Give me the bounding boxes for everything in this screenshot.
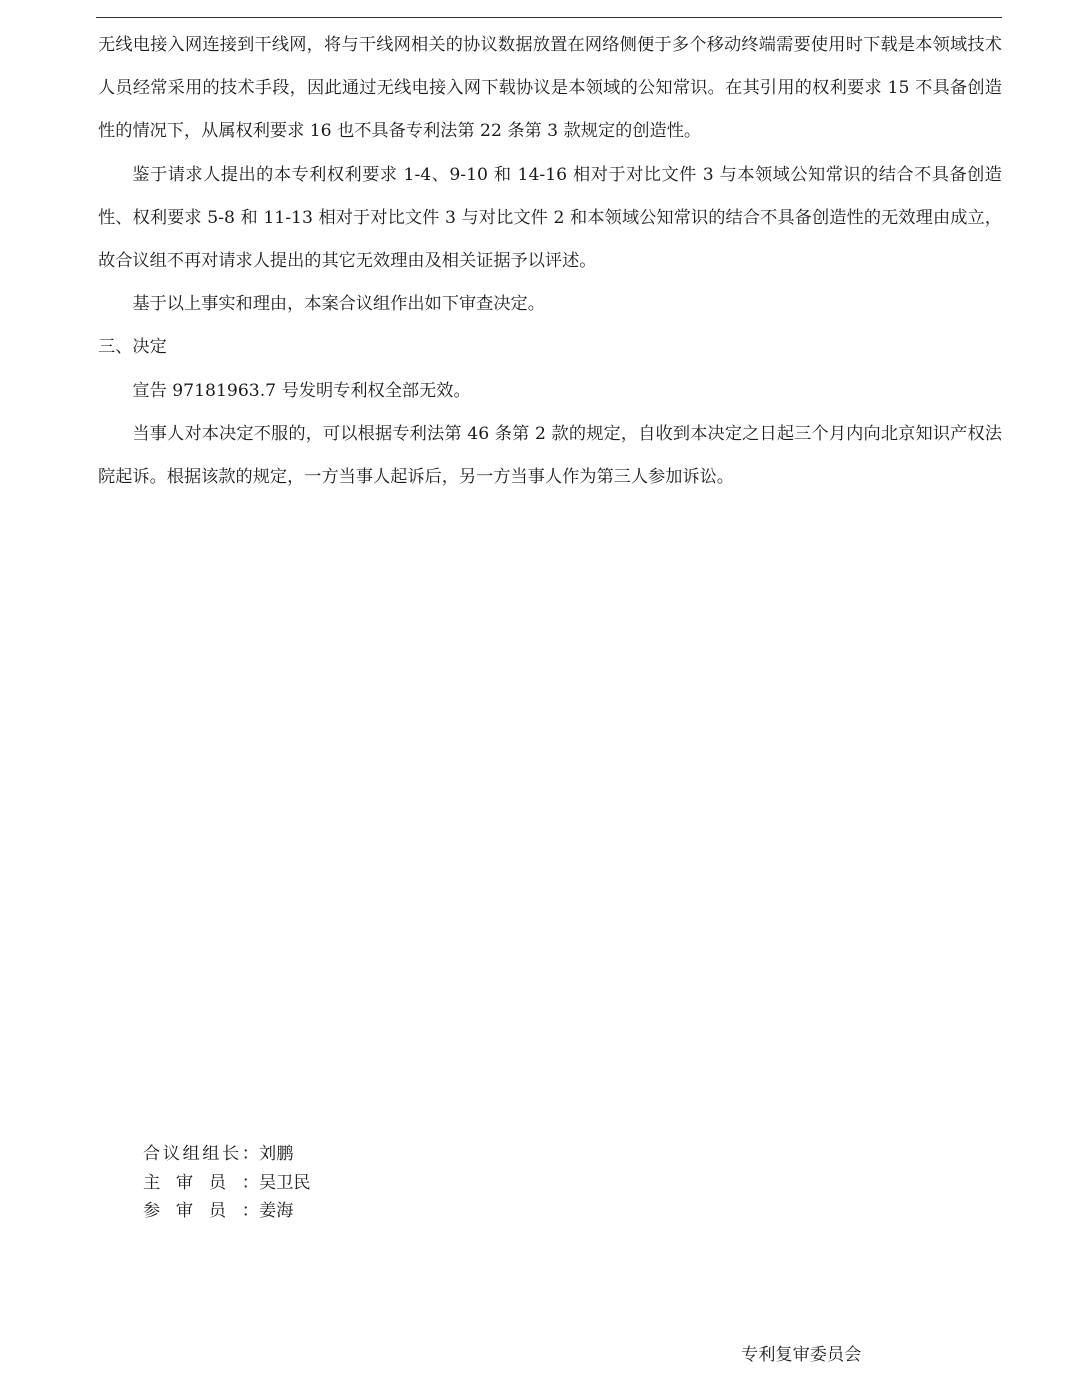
panel-signature-block: [143, 1140, 311, 1226]
paragraph-common-knowledge: 无线电接入网连接到干线网，将与干线网相关的协议数据放置在网络侧便于多个移动终端需要使用时下载是本领域技术人员经常采用的技术手段，因此通过无线电接入网下载协议是本领域的公知常识。在其引用的权利要求 15 不具备创造性的情况下，从属权利要求 16 也不具备专利法第 22 条第 3 款规定的创造性。: [98, 35, 1002, 142]
decision-body: [98, 24, 1002, 499]
paragraph-declaration: 宣告 97181963.7 号发明专利权全部无效。: [132, 380, 471, 401]
paragraph-appeal-notice: 当事人对本决定不服的，可以根据专利法第 46 条第 2 款的规定，自收到本决定之日起三个月内向北京知识产权法院起诉。根据该款的规定，一方当事人起诉后，另一方当事人作为第三人参加诉讼。: [98, 423, 1002, 488]
paragraph-basis: 基于以上事实和理由，本案合议组作出如下审查决定。: [132, 294, 545, 315]
signature-row-chief-examiner: [143, 1169, 311, 1198]
signature-name-chair: 刘鹏: [259, 1144, 294, 1164]
signature-name-associate-examiner: 姜海: [259, 1201, 294, 1221]
paragraph-conclusion: 鉴于请求人提出的本专利权利要求 1-4、9-10 和 14-16 相对于对比文件 3 与本领域公知常识的结合不具备创造性、权利要求 5-8 和 11-13 相对于对比文件 3 与对比文件 2 和本领域公知常识的结合不具备创造性的无效理由成立，故合议组不再对请求人提出的其它无效理由及相关证据予以评述。: [98, 164, 1002, 272]
header-rule: [96, 17, 1002, 18]
issuing-organization: 专利复审委员会: [741, 1345, 862, 1365]
signature-row-chair: [143, 1140, 311, 1169]
signature-role-chief-examiner: 主 审 员 ：: [143, 1172, 259, 1193]
signature-row-associate-examiner: [143, 1197, 311, 1226]
section-heading-decision: 三、决定: [98, 337, 167, 358]
signature-name-chief-examiner: 吴卫民: [259, 1172, 311, 1193]
signature-role-chair: 合 议 组 组 长 ：: [143, 1144, 259, 1164]
signature-role-associate-examiner: 参 审 员 ：: [143, 1201, 259, 1221]
